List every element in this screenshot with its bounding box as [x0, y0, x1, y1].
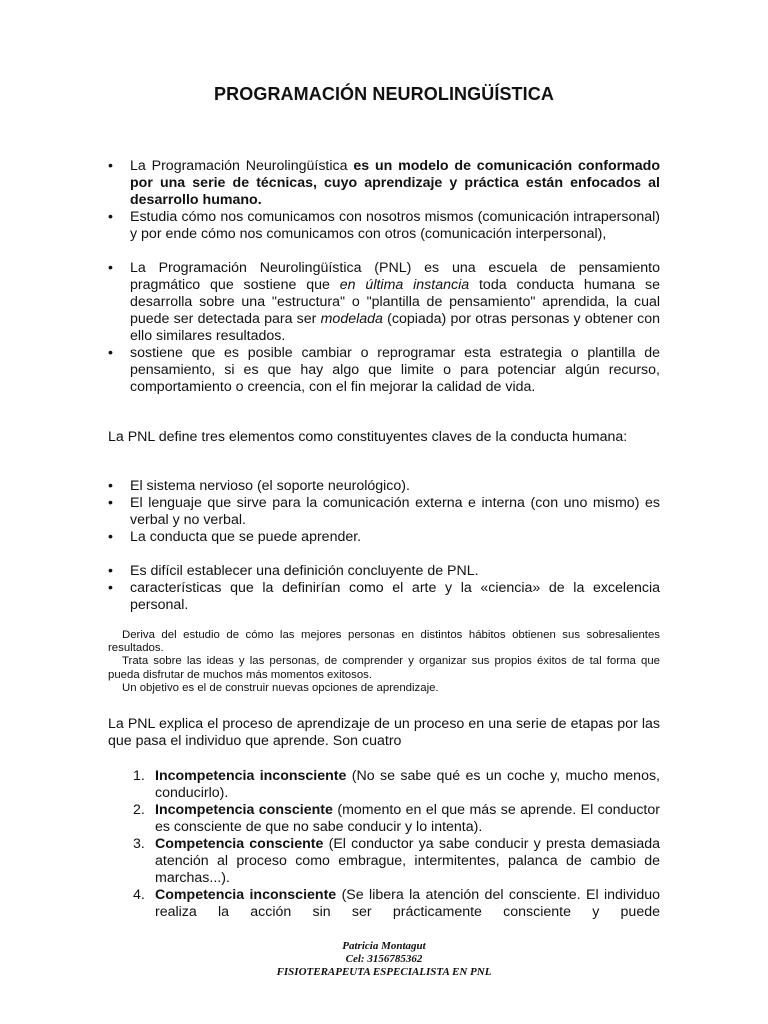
list-item: • Estudia cómo nos comunicamos con nosotros mismos (comunicación intrapersonal) y por ende cómo nos comunicamos con otros (comunicación interpersonal), [108, 209, 660, 242]
list-item: • características que la definirían como el arte y la «ciencia» de la excelencia personal. [108, 580, 660, 613]
small-paragraph: Trata sobre las ideas y las personas, de comprender y organizar sus propios éxitos de tal forma que pueda disfrutar de muchos más momentos exitosos. [108, 655, 660, 681]
list-item: 4. Competencia inconsciente (Se libera la atención del consciente. El individuo realiza la acción sin ser prácticamente consciente y puede [133, 887, 661, 920]
bullet-icon: • [108, 209, 113, 225]
footer [0, 940, 768, 979]
bullet-icon: • [108, 260, 113, 276]
paragraph: La PNL explica el proceso de aprendizaje de un proceso en una serie de etapas por las que pasa el individuo que aprende. Son cuatro [108, 716, 660, 749]
small-paragraph: Deriva del estudio de cómo las mejores personas en distintos hábitos obtienen sus sobresalientes resultados. [108, 629, 660, 655]
list-item: 2. Incompetencia consciente (momento en el que más se aprende. El conductor es consciente de que no sabe conducir y lo intenta). [133, 802, 660, 835]
list-item: 3. Competencia consciente (El conductor ya sabe conducir y presta demasiada atención al proceso como embrague, intermitentes, palanca de cambio de marchas...). [133, 836, 660, 886]
bullet-icon: • [108, 495, 113, 511]
bullet-icon: • [108, 478, 113, 494]
footer-role: FISIOTERAPEUTA ESPECIALISTA EN PNL [276, 966, 492, 978]
list-item: 1. Incompetencia inconsciente (No se sabe qué es un coche y, mucho menos, conducirlo). [133, 768, 660, 801]
footer-phone: Cel: 3156785362 [345, 953, 423, 965]
small-text-block [108, 629, 660, 695]
list-item: • El sistema nervioso (el soporte neurológico). [108, 478, 410, 494]
bullet-icon: • [108, 158, 113, 174]
bullet-icon: • [108, 529, 113, 545]
list-item: • Es difícil establecer una definición concluyente de PNL. [108, 563, 479, 579]
bullet-icon: • [108, 345, 113, 361]
bullet-icon: • [108, 563, 113, 579]
page-title: PROGRAMACIÓN NEUROLINGÜÍSTICA [214, 84, 554, 104]
footer-name: Patricia Montagut [342, 940, 426, 952]
small-paragraph: Un objetivo es el de construir nuevas opciones de aprendizaje. [122, 681, 439, 694]
list-item: • sostiene que es posible cambiar o reprogramar esta estrategia o plantilla de pensamiento, si es que hay algo que limite o para potenciar algún recurso, comportamiento o creencia, con el fin mejorar la calidad de vida. [108, 345, 660, 395]
bullet-icon: • [108, 580, 113, 596]
list-item: • La Programación Neurolingüística (PNL) es una escuela de pensamiento pragmático que sostiene que en última instancia toda conducta humana se desarrolla sobre una "estructura" o "plantilla de pensamiento" aprendida, la cual puede ser detectada para ser modelada (copiada) por otras personas y obtener con ello similares resultados. [108, 260, 661, 344]
list-item: • La conducta que se puede aprender. [108, 529, 362, 545]
list-item: • La Programación Neurolingüística es un modelo de comunicación conformado por una serie de técnicas, cuyo aprendizaje y práctica están enfocados al desarrollo humano. [108, 158, 660, 208]
paragraph: La PNL define tres elementos como constituyentes claves de la conducta humana: [108, 429, 628, 445]
list-item: • El lenguaje que sirve para la comunicación externa e interna (con uno mismo) es verbal y no verbal. [108, 495, 660, 528]
